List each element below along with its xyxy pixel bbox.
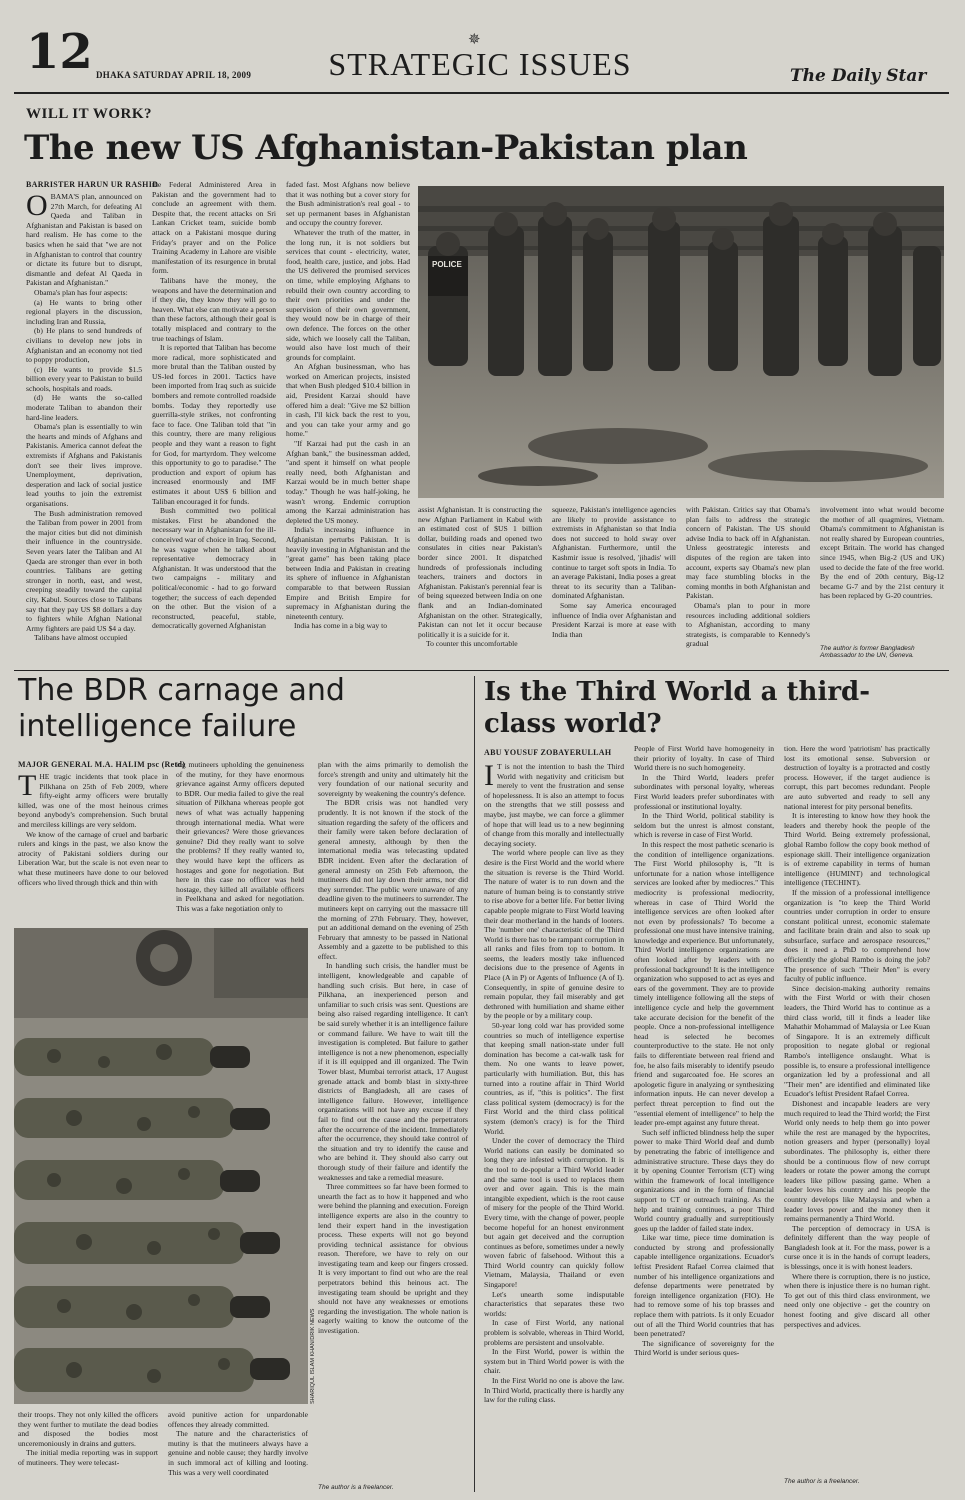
paragraph: "If Karzai had put the cash in an Afghan bank," the businessman added, "and spent it himself on what people really need, both Afghanistan and Karzai would be in much better shape today." Though he was half-joking, he wasn't wrong. Endemic corruption among the Karzai administration has depleted the US money. (286, 439, 410, 525)
paragraph: People of First World have homogeneity in their priority of loyalty. In case of Third World there is no such homogeneity. (634, 744, 774, 773)
article3-column-1 (484, 762, 624, 1486)
article1-dropcap: O (26, 192, 48, 222)
paragraph: Talibans have almost occupied (34, 633, 128, 643)
article3-author-note: The author is a freelancer. (784, 1478, 860, 1485)
article1-column-2 (152, 180, 276, 667)
section-title: STRATEGIC ISSUES (328, 46, 632, 82)
paragraph: The world where people can live as they desire is the First World and the world where the situation is reverse is the Third World. The nature of water is to run down and the nature of human being is to constantly strive to rise above for a better life. For better living capable people migrate to First World leaving their dear motherland in the hands of looters. The 'number one' characteristic of the Third World is there has to be rampant corruption in all ranks and files from top to bottom. It seems, the leaders mostly take influenced decisions due to the presence of Agents in Place (A in P) or Agents of Influence (A of I). Consequently, in spite of genuine desire to remain popular, they fail miserably and get dethroned with humiliation and shame either by the people or by a military coup. (484, 848, 624, 1021)
paragraph: We know of the carnage of cruel and barbaric rulers and kings in the past, we also know the atrocity of Pakistani soldiers during our Liberation War, but the scale is not even near to what these mutineers have done to our beloved officers who lived through thick and thin with (18, 829, 168, 887)
paragraph: The initial media reporting was in support of mutineers. They were telecast- (18, 1448, 158, 1467)
paragraph: Some say America encouraged influence of India over Afghanistan and President Karzai is more at ease with India than (552, 600, 676, 639)
paragraph: Such self inflicted blindness help the super power to make Third World deaf and dumb by penetrating the fabric of intelligence and administrative structure. These days they do it by opening Counter Terrorism (CT) wing within the framework of local intelligence organizations and in the form of financial support to CT or outreach training. As the help and training continues, a poor Third World country gradually and surreptitiously goes up the ladder of failed state index. (634, 1127, 774, 1233)
paragraph: India has come in a big way to (294, 621, 387, 631)
article1-column-6 (686, 505, 810, 667)
photo-soldiers-scene (418, 186, 944, 498)
article3-dropcap: I (484, 762, 494, 792)
article1-byline: BARRISTER HARUN UR RASHID (26, 180, 159, 189)
police-sign: POLICE (432, 260, 462, 269)
paragraph: The perception of democracy in USA is definitely different than the way people of Bangladesh look at it. For the mass, power is a curse once it is in the hands of corrupt leaders, is blessings, once it is with honest leaders. (784, 1223, 930, 1272)
article3-column-3 (784, 744, 930, 1472)
paragraph: In the Third World, leaders prefer subordinates with personal loyalty, whereas First World leaders prefer subordinates with professional or institutional loyalty. (634, 772, 774, 811)
article2-headline: The BDR carnage and intelligence failure (18, 673, 345, 744)
paragraph: (d) He wants the so-called moderate Taliban to abandon their hard-line leaders. (26, 393, 142, 422)
paragraph: Obama's plan to pour in more resources including additional soldiers to Afghanistan, according to many strategists, is comparable to Kennedy's gradual (686, 600, 810, 649)
paragraph: (a) He wants to bring other regional players in the discussion, including Iran and Russia, (26, 297, 142, 326)
header-rule (14, 92, 949, 94)
photo-victims-scene (14, 928, 308, 1404)
paragraph: (c) He wants to provide $1.5 billion every year to Pakistan to build schools, hospitals and roads. (26, 364, 142, 393)
paragraph: If the mission of a professional intelligence organization is "to keep the Third World countries under corruption in order to ensure constant political unrest, economic stalemate and facilitate brain drain and also to soak up subsurface, surface and aerospace resources," does it need a PhD to comprehend how efficiently the global Rambo is doing the job? The presence of such "Their Men" is every faculty of public influence. (784, 887, 930, 984)
masthead-logo: The Daily Star (790, 66, 927, 86)
article1-headline: The new US Afghanistan-Pakistan plan (24, 128, 748, 168)
paragraph: tion. Here the word 'patriotism' has practically lost its emotional sense. Subversion or destruction of loyalty is a protracted and costly process. However, if the target audience is corrupt, this part becomes redundant. People are auto subverted and ready to sell any national interest for pity personal benefits. (784, 744, 930, 811)
column-divider (474, 676, 475, 1492)
article2-byline: MAJOR GENERAL M.A. HALIM psc (Retd) (18, 760, 186, 769)
paragraph: (b) He plans to send hundreds of civilians to develop new jobs in Afghanistan and an economy not tied to poppy production, (26, 326, 142, 365)
paragraph: Where there is corruption, there is no justice, when there is injustice there is no human right. To get out of this third class environment, we need only one objective - get the country on honest footing and give discard all other perspectives and advices. (784, 1271, 930, 1329)
paragraph: Three committees so far have been formed to unearth the fact as to how it happened and who were behind the planning and execution. Foreign intelligence experts are also in the country to lend their expert hand in the investigation process. These experts will not go beyond providing technical assistance for obvious reason. Therefore, we have to rely on our investigating team and keep our fingers crossed. It is very important to find out who are the real perpetrators behind this heinous act. The investigating team should be upright and they should not have any weaknesses or emotions regarding the investigation. The whole nation is eagerly waiting to know the outcome of the investigation. (318, 1182, 468, 1336)
paragraph: Bush committed two political mistakes. First he abandoned the necessary war in Afghanistan for the ill-conceived war of choice in Iraq. Second, he was vague when he talked about representative democracy in Afghanistan. It was understood that the two campaigns - military and political/economic - had to go forward together; the success of each depended on the other. But the vision of a reconstructed, peaceful, stable, democratically governed Afghanistan (152, 506, 276, 631)
paragraph: with Pakistan. Critics say that Obama's plan fails to address the strategic concern of Pakistan. The US should advise India to back off in Afghanistan. Unless geostrategic interests and disputes of the region are taken into account, experts say Obama's new plan may face stumbling blocks in the coming months in both Afghanistan and Pakistan. (686, 505, 810, 601)
paragraph: Talibans have the money, the weapons and have the determination and if they die, they know they will go to heaven. What else can motivate a person than these factors, although their goal is totally misplaced and contrary to the true teachings of Islam. (152, 275, 276, 343)
paragraph: avoid punitive action for unpardonable offences they already committed. (168, 1410, 308, 1429)
article2-photo (14, 928, 308, 1404)
paragraph: Dishonest and incapable leaders are very much required to lead the Third world; the First World only needs to help them go into power while the rest are managed by the hypocrites, notion greasers and hyper (personally) loyal subordinates. The philosophy is, either there should be a continuous flow of new corrupt leaders or rotate the power among the corrupt leaders like pillow passing game. When a leader loves his country and his people the country develops like Malaysia and when a leader loves power and the money then it remains permanently a Third World. (784, 1098, 930, 1224)
paragraph: The Bush administration removed the Taliban from power in 2001 from the major cities but did not diminish their influence in the countryside. Seven years later the Taliban and Al Qaeda are stronger than ever in both countries. Talibans are getting stronger in north, east, and west, creeping steadily toward the capital city, Kabul. Sources close to Talibans say that they pay US $8 dollars a day to fighters while Afghan National Army fighters are paid US $4 a day. (26, 508, 142, 633)
paragraph: India's increasing influence in Afghanistan perturbs Pakistan. It is heavily investing in Afghanistan and the "great game" has been taking place between India and Pakistan in creating its sphere of influence in Afghanistan comparable to that between Russian Empire and British Empire for supremacy in Afghanistan during the nineteenth century. (286, 525, 410, 621)
article2-column-2 (176, 760, 304, 922)
article1-column-1 (26, 192, 142, 667)
paragraph: ing mutineers upholding the genuineness of the mutiny, for they have enormous grievance against Army officers deputed to BDR. Our media failed to give the real situation of Pilkhana whereas people got news of what was actually happening through international media. What were their grievances? Were those grievances genuine? Did they really want to solve the problems? If they really wanted to, they would have kept the officers as hostages and gone for negotiation. But here in this case no officer was held hostage, they killed all available officers in Peelkhana and asked for negotiation. This was a fake negotiation only to (176, 760, 304, 913)
paragraph: In the First World, power is within the system but in Third World power is with the chair. (484, 1347, 624, 1376)
paragraph: In the First World no one is above the law. In Third World, practically there is hardly any law for the ruling class. (484, 1376, 624, 1405)
paragraph: The BDR crisis was not handled very prudently. It is not known if the stock of the situation regarding the safety of the officers and their family were taken before declaration of general amnesty, although by then the international media was telecasting updated BDR incident. Even after the declaration of general amnesty on 25th Feb afternoon, the mutineers did not lay down their arms, nor did they surrender. The public were unaware of any deadline given to the mutineers to surrender. The mutineers kept on carrying out the massacre till the morning of 27th February. They, however, put an additional demand on the evening of 25th February that amnesty to be passed in National Assembly and a gazette to be published to this effect. (318, 798, 468, 961)
article1-column-5 (552, 505, 676, 667)
paragraph: The nature and the characteristics of mutiny is that the mutineers always have a genuine and noble cause; they hardly involve in such immoral act of killing and looting. This was a very well coordinated (168, 1429, 308, 1477)
paragraph: Obama's plan is essentially to win the hearts and minds of Afghans and Pakistanis. America cannot defeat the extremists if Afghans and Pakistanis don't see their lives improve. Unemployment, deprivation, desperation and lack of social justice lead youths to join the extremist organisations. (26, 422, 142, 508)
paragraph: In case of First World, any national problem is solvable, whereas in Third World, problems are persistent and unsolvable. (484, 1318, 624, 1347)
article1-column-3 (286, 180, 410, 667)
article2-column-1b (18, 1410, 158, 1486)
paragraph: involvement into what would become the mother of all quagmires, Vietnam. Obama's commitment to Afghanistan is not really shared by European countries, except Britain. The world has changed since 1945, when Big-2 (US and UK) used to decide the fate of the free world. By the end of 20th century, Big-12 became G-7 and by the 21st century it has been replaced by G-20 countries. (820, 505, 944, 601)
paragraph: their troops. They not only killed the officers they went further to mutilate the dead bodies and disposed the bodies most unceremoniously in drains and gutters. (18, 1410, 158, 1448)
paragraph: Obama's plan has four aspects: (34, 287, 128, 297)
paragraph: In this respect the most pathetic scenario is the condition of intelligence organizations. The First World philosophy is, "It is unfortunate for a nation whose intelligence services are looked after by mediocres." This mediocrity is professional mediocrity, whereas in case of Third World the intelligence services are often looked after not even by professionals? To become a professional one must have intensive training, knowledge and experience. But unfortunately, Third World intelligence organizations are often looked after by leaders with no professional background! It is the intelligence organization who supposed to act as eyes and ears of the government. They are to provide timely intelligence following all the steps of intelligence cycle and help the government take accurate decision for the benefit of the people. Once a non-professional intelligence head is selected he becomes counterproductive to the state. He not only fails to differentiate between real friend and foe, he also fails miserably to identify pseudo friend and sugarcoated foe. He scores an apologetic figure in analyzing or synthesizing information inputs. He can never develop a perfect threat perception to find out the "essential element of intelligence" to help the leader pre-empt against any future threat. (634, 839, 774, 1128)
page-number: 12 (26, 24, 93, 80)
paragraph: In handling such crisis, the handler must be intelligent, knowledgeable and capable of handling such crisis. But here, in case of Pilkhana, an inexperienced person and unfamiliar to such crisis was sent. Questions are being also raised regarding intelligence. It can't be said surely whether it is an intelligence failure or command failure. We have to wait till the investigation is completed. But failure to gather intelligence is not a new phenomenon, especially if it is ill equipped and ill organized. The Twin Tower blast, Mumbai terrorist attack, 17 August grenade attack and bomb blast in sixty-three districts of Bangladesh, all are cases of intelligence failure. However, intelligence organizations will not have any excuse if they fail to find out the cause and the perpetrators after the occurrence of the incident. Immediately after the occurrence, they should take control of the situation and try to identify the cause and who are behind it. They should also carry out thorough study of their failure and identify the weaknesses and take a remedial measure. (318, 961, 468, 1182)
paragraph: To counter this uncomfortable (426, 639, 518, 649)
article3-byline: ABU YOUSUF ZOBAYERULLAH (484, 748, 612, 757)
article3-headline: Is the Third World a third-class world? (484, 677, 871, 739)
paragraph: T is not the intention to bash the Third World with negativity and criticism but merely to vent the frustration and sense of hopelessness. It is also an attempt to focus on the strengths that we still possess and maybe, just maybe, we can force a glimmer of hope that will lead us to a new beginning of change from this morally and intellectually decaying society. (484, 762, 624, 848)
paragraph: Under the cover of democracy the Third World nations can easily be dominated so long they are infested with corruption. It is the tool to de-popular a Third World leader and the same tool is used to replaces them over and over again. This is the main intangible expedient, which is the root cause of misery for the people of the Third World. Every time, with the change of power, people become hopeful for an honest environment but again get deceived and the corruption continues as before, sometimes under a newly woven fabric of falsehood. Without this a Third World country can quickly follow Vietnam, Malaysia, Thailand or even Singapore! (484, 1136, 624, 1290)
paragraph: plan with the aims primarily to demolish the force's strength and unity and ultimately hit the very foundation of our national security and sovereignty by weakening the country's defence. (318, 760, 468, 798)
paragraph: It is interesting to know how they hook the leaders and thereby hook the people of the Third World. Being extremely professional, global Rambo follow the copy book method of espionage skill. Their intelligence organization is of extreme capability in terms of human intelligence (HUMINT) and technological intelligence (TECHINT). (784, 811, 930, 888)
article1-column-7 (820, 505, 944, 641)
paragraph: HE tragic incidents that took place in Pilkhana on 25th of Feb 2009, where fifty-eight army officers were brutally killed, was one of the most heinous crimes beyond anybody's comprehension. Such brutal and merciless killings are very seldom. (18, 772, 168, 829)
paragraph: Whatever the truth of the matter, in the long run, it is not soldiers but services that count - electricity, water, food, health care, justice, and jobs. Had the US delivered the promised services on time, while employing Afghans to rebuild their own country according to their own priorities and under the supervision of their own government, they would now be in charge of their own defence. The forces on the other side, which we loosely call the Taliban, would also have lost much of their grounds for complaint. (286, 227, 410, 362)
star-icon: ✵ (468, 30, 481, 48)
paragraph: faded fast. Most Afghans now believe that it was nothing but a cover story for the Bush administration's real goal - to set up permanent bases in Afghanistan and occupy the country forever. (286, 180, 410, 228)
paragraph: Like war time, piece time domination is conducted by strong and professionally capable intelligence organizations. Ecuador's leftist President Rafael Correa claimed that number of his intelligence organizations and defense departments were penetrated by foreign intelligence organization (FIO). He had to remove some of his top brasses and replace them with patriots. Is it only Ecuador out of all the Third World countries that has been penetrated? (634, 1233, 774, 1339)
paragraph: An Afghan businessman, who has worked on American projects, insisted that when Bush pledged $10.4 billion in aid, President Karzai should have offered him a deal: "Give me $2 billion in cash, I'll kick back the rest to you, and you can take your army and go home." (286, 362, 410, 439)
article2-dropcap: T (18, 772, 37, 802)
paragraph: Since decision-making authority remains with the First World or with their chosen leaders, the Third World has to continue as a third class world, till it finds a leader like Mahathir Mohammad of Malaysia or Lee Kuan of Singapore. It is an extremely difficult proposition to negate global or regional Rambo's intelligence onslaught. What is possible is, to ensure a professional intelligence organization led by a professional and all "Their men" are identified and eliminated like Ecuador's leftist President Rafael Correa. (784, 983, 930, 1099)
article2-column-3 (318, 760, 468, 1480)
paragraph: squeeze, Pakistan's intelligence agencies are likely to provide assistance to extremists in Afghanistan so that India does not succeed to hold sway over Afghanistan. Furthermore, until the Kashmir issue is resolved, 'jihadis' will continue to target soft spots in India. To an average Pakistani, India poses a great threat to its security than a Taliban-dominated Afghanistan. (552, 505, 676, 601)
article1-kicker: WILL IT WORK? (26, 106, 152, 122)
article2-column-2b (168, 1410, 308, 1486)
article1-author-note: The author is former Bangladesh Ambassador to the UN, Geneva. (820, 645, 915, 659)
paragraph: In the Third World, political stability is seldom but the unrest is almost constant, which is reverse in case of First World. (634, 811, 774, 840)
paragraph: It is reported that Taliban has become more radical, more sophisticated and more brutal than the Taliban ousted by US-led forces in 2001. Tactics have been imported from Iraq such as suicide bombers and remote controlled roadside bombs. Today they reportedly use guerrilla-style strikes, not confronting face to face. One Taliban told that "in this country, there are many religious people and they want a reason to fight for God, for martyrdom. They welcome this opportunity to go to paradise." The production and export of opium has increased enormously and IMF estimates it about US$ 6 billion and Taliban encouraged it for funds. (152, 343, 276, 506)
article2-column-1 (18, 772, 168, 922)
dateline: DHAKA SATURDAY APRIL 18, 2009 (96, 70, 252, 80)
paragraph: BAMA'S plan, announced on 27th March, for defeating Al Qaeda and Taliban in Afghanistan and Pakistan is based on hard realism. He has come to the basics when he said that "we are not in Afghanistan to control that country or dictate its future but to disrupt, dismantle and defeat Al Qaeda in Pakistan and Afghanistan." (26, 192, 142, 288)
section-divider (14, 670, 949, 671)
paragraph: the Federal Administered Area in Pakistan and the government had to conclude an agreement with them. Despite that, the recent attacks on Sri Lankan Cricket team, suicide bomb attack on a Pakistani mosque during Friday's prayer and on the Police Training Academy in Lahore are visible manifestation of its resurgence in brutal form. (152, 180, 276, 276)
paragraph: The significance of sovereignty for the Third World is under serious ques- (634, 1338, 774, 1358)
paragraph: assist Afghanistan. It is constructing the new Afghan Parliament in Kabul with an estimated cost of $US 1 billion dollar, building roads and opened two consulates in cities near Pakistan's border since 2001. It dispatched hundreds of professionals including teachers, trainers and doctors in Afghanistan. Pakistan's perennial fear is of being squeezed between India on one flank and an Indian-dominated Afghanistan on the other. Strategically, Pakistan can not let it occur because politically it is a suicide for it. (418, 505, 542, 639)
article2-photo-credit: SHARIQUL ISLAM KHAN/DRIK NEWS (310, 1308, 316, 1404)
article3-column-2 (634, 744, 774, 1486)
article2-author-note: The author is a freelancer. (318, 1484, 394, 1491)
paragraph: 50-year long cold war has provided some countries so much of intelligence expertise that keeping small nation-state under full domination has become a cat-walk task for them. No one wants to leave power, particularly with humiliation. But, this has turned into a routine affair in Third World countries, as if, "this is politics". The first class political system (democracy) is for the First World and the third class political system (demon's cracy) is for the Third World. (484, 1021, 624, 1136)
article1-photo (418, 186, 944, 498)
article1-column-4 (418, 505, 542, 667)
paragraph: Let's unearth some indisputable characteristics that separates these two worlds: (484, 1289, 624, 1318)
